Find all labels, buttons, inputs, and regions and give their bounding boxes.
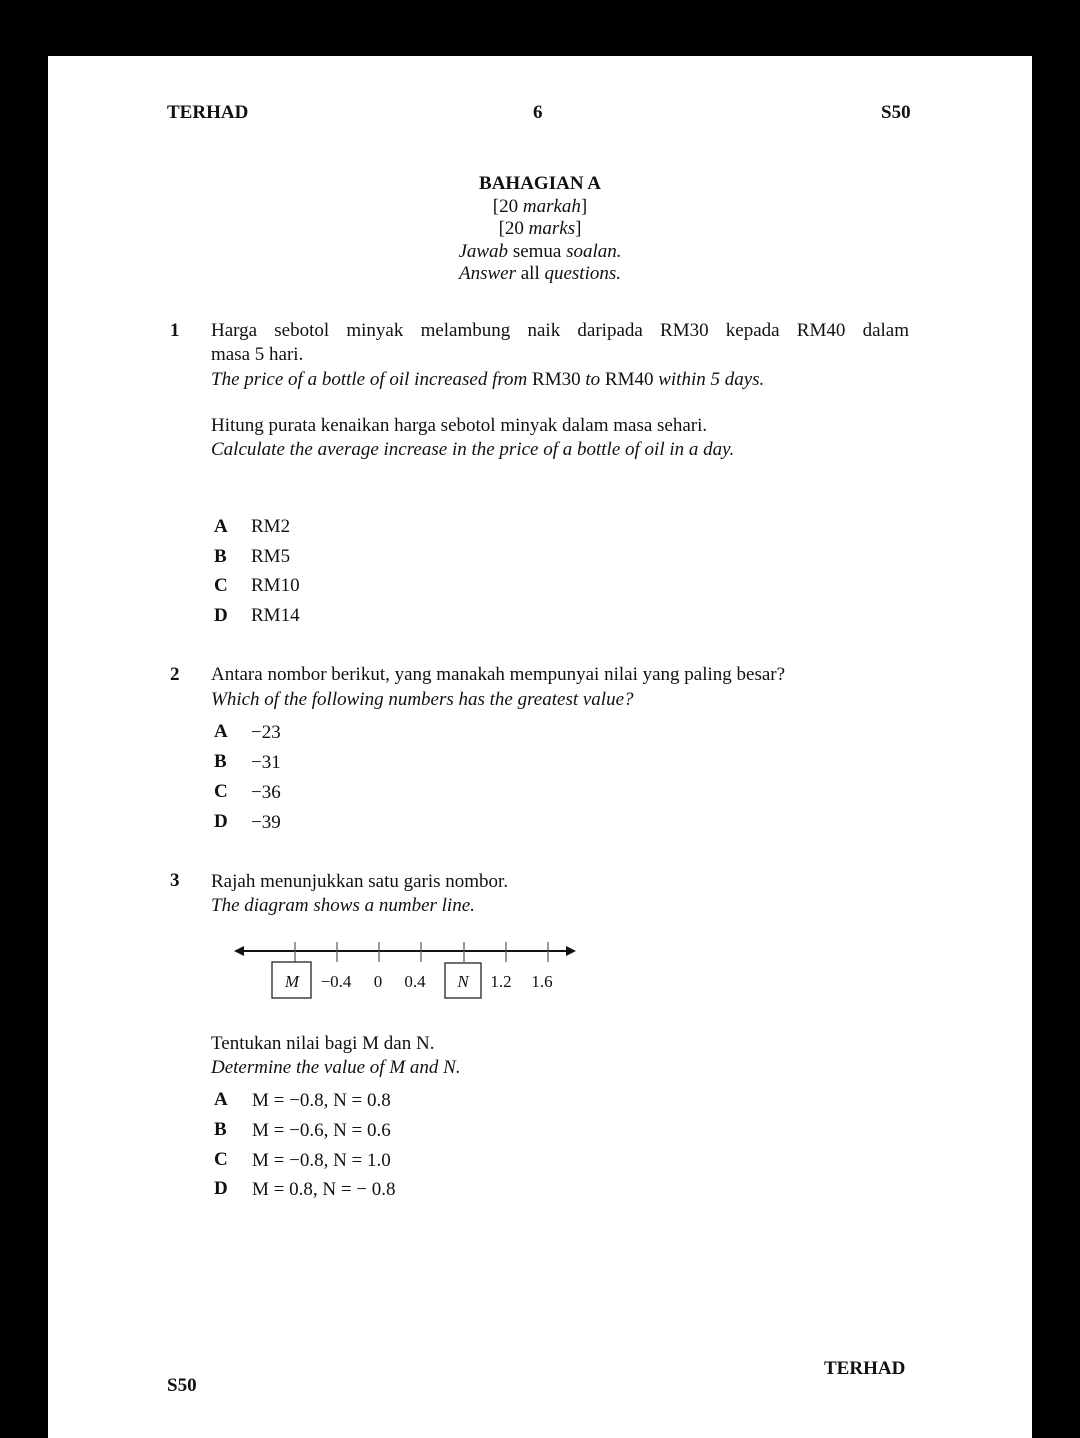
section-title: BAHAGIAN A bbox=[479, 173, 601, 194]
question-number: 3 bbox=[170, 870, 180, 891]
option-text[interactable]: −39 bbox=[251, 812, 281, 833]
option-letter[interactable]: D bbox=[214, 811, 228, 832]
option-letter[interactable]: B bbox=[214, 546, 227, 567]
question-text-ms: Rajah menunjukkan satu garis nombor. bbox=[211, 871, 509, 892]
option-letter[interactable]: C bbox=[214, 575, 228, 596]
tick-label: 0 bbox=[373, 972, 383, 991]
option-letter[interactable]: D bbox=[214, 1178, 228, 1199]
question-text-ms: masa 5 hari. bbox=[211, 344, 304, 365]
option-text[interactable]: RM14 bbox=[251, 605, 300, 626]
option-letter[interactable]: D bbox=[214, 605, 228, 626]
option-text[interactable]: M = −0.8, N = 1.0 bbox=[252, 1150, 391, 1171]
option-text[interactable]: M = 0.8, N = − 0.8 bbox=[252, 1179, 396, 1200]
question-prompt-en: Determine the value of M and N. bbox=[211, 1057, 461, 1078]
left-arrow-icon bbox=[234, 946, 244, 956]
question-text-ms: Antara nombor berikut, yang manakah mempunyai nilai yang paling besar? bbox=[211, 664, 786, 685]
option-letter[interactable]: A bbox=[214, 1089, 228, 1110]
question-text-en: The price of a bottle of oil increased from RM30 to RM40 within 5 days. bbox=[211, 369, 765, 390]
label-m: M bbox=[284, 972, 300, 991]
header-left: TERHAD bbox=[167, 102, 249, 123]
question-text-en: The diagram shows a number line. bbox=[211, 895, 475, 916]
tick-label: 1.2 bbox=[490, 972, 512, 991]
question-text-en: Which of the following numbers has the greatest value? bbox=[211, 689, 634, 710]
number-line-diagram bbox=[230, 935, 590, 1010]
instruction-ms: Jawab semua soalan. bbox=[458, 241, 622, 262]
footer-right: TERHAD bbox=[824, 1358, 906, 1379]
option-letter[interactable]: A bbox=[214, 516, 228, 537]
option-text[interactable]: RM5 bbox=[251, 546, 291, 567]
option-text[interactable]: M = −0.6, N = 0.6 bbox=[252, 1120, 391, 1141]
option-text[interactable]: M = −0.8, N = 0.8 bbox=[252, 1090, 391, 1111]
tick-label: 0.4 bbox=[404, 972, 426, 991]
tick-label: 1.6 bbox=[531, 972, 553, 991]
question-number: 2 bbox=[170, 664, 180, 685]
section-marks-en: [20 marks] bbox=[498, 218, 582, 239]
option-letter[interactable]: C bbox=[214, 781, 228, 802]
option-text[interactable]: −36 bbox=[251, 782, 281, 803]
option-letter[interactable]: A bbox=[214, 721, 228, 742]
section-marks-ms: [20 markah] bbox=[492, 196, 588, 217]
option-text[interactable]: −31 bbox=[251, 752, 281, 773]
question-prompt-ms: Hitung purata kenaikan harga sebotol minyak dalam masa sehari. bbox=[211, 415, 708, 436]
option-letter[interactable]: C bbox=[214, 1149, 228, 1170]
question-prompt-ms: Tentukan nilai bagi M dan N. bbox=[211, 1033, 435, 1054]
label-n: N bbox=[457, 972, 469, 991]
option-text[interactable]: RM10 bbox=[251, 575, 300, 596]
option-letter[interactable]: B bbox=[214, 751, 227, 772]
tick-label: −0.4 bbox=[320, 972, 352, 991]
header-right: S50 bbox=[881, 102, 911, 123]
question-text-ms: Harga sebotol minyak melambung naik daripada RM30 kepada RM40 dalam bbox=[211, 320, 909, 341]
instruction-en: Answer all questions. bbox=[458, 263, 622, 284]
option-letter[interactable]: B bbox=[214, 1119, 227, 1140]
question-prompt-en: Calculate the average increase in the price of a bottle of oil in a day. bbox=[211, 439, 735, 460]
page-number: 6 bbox=[533, 102, 543, 123]
option-text[interactable]: RM2 bbox=[251, 516, 291, 537]
footer-left: S50 bbox=[167, 1375, 197, 1396]
right-arrow-icon bbox=[566, 946, 576, 956]
question-number: 1 bbox=[170, 320, 180, 341]
option-text[interactable]: −23 bbox=[251, 722, 281, 743]
